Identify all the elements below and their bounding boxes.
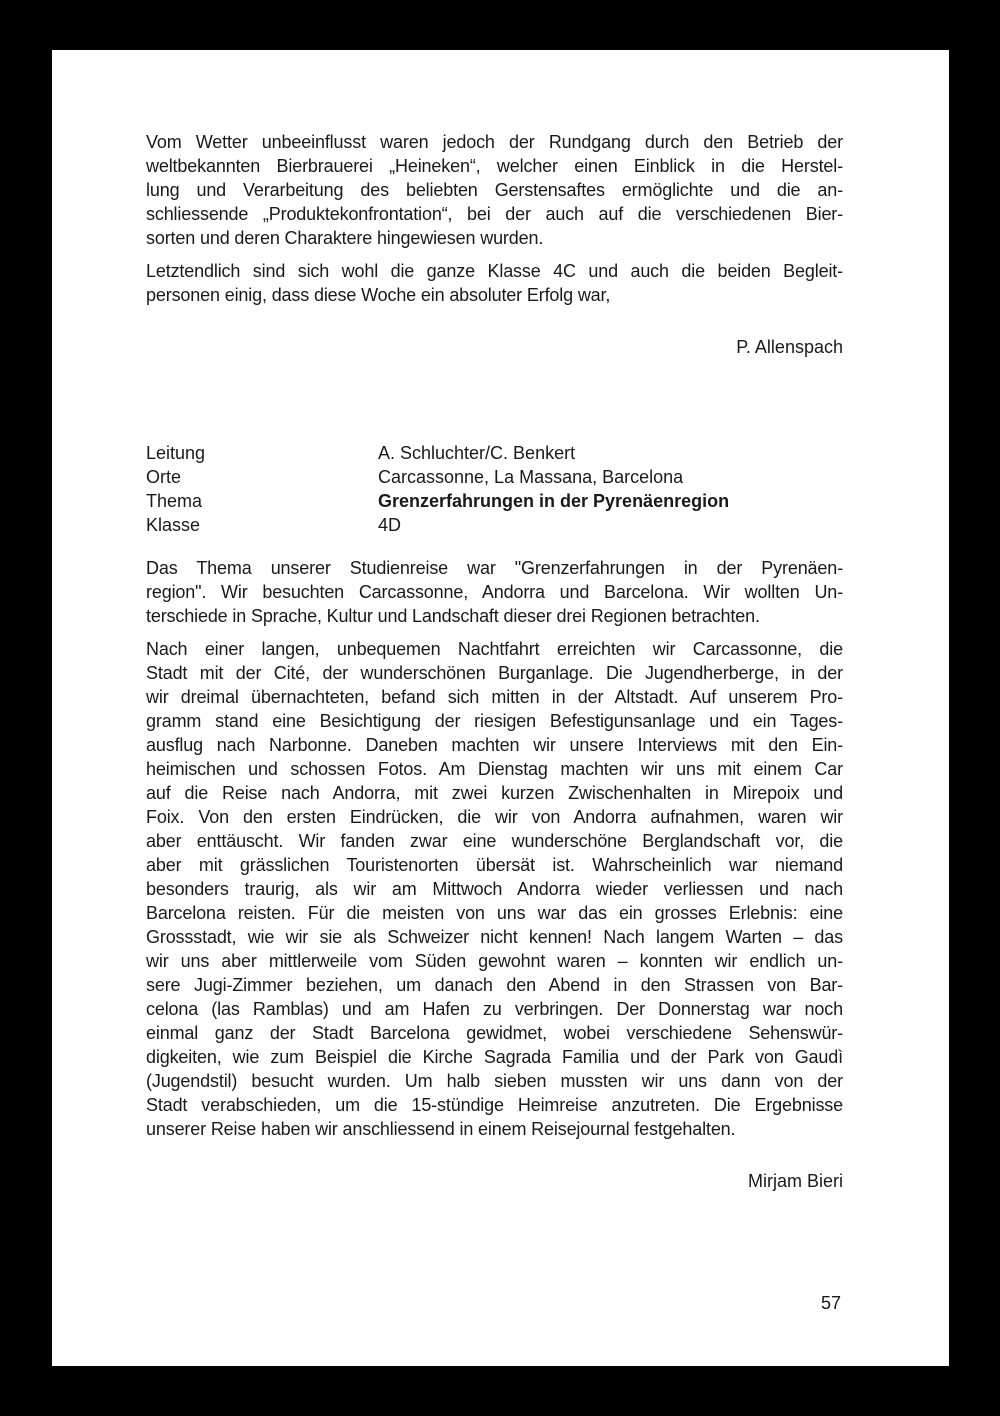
text-line: einmal ganz der Stadt Barcelona gewidmet, wobei verschiedene Sehenswür- [146, 1023, 843, 1043]
text-line: personen einig, dass diese Woche ein absoluter Erfolg war, [146, 285, 611, 305]
text-line: digkeiten, wie zum Beispiel die Kirche Sagrada Familia und der Park von Gaudì [146, 1047, 843, 1067]
text-line: heimischen und schossen Fotos. Am Dienstag machten wir uns mit einem Car [146, 759, 843, 779]
paragraph-conclusion [146, 259, 843, 307]
text-line: (Jugendstil) besucht wurden. Um halb sieben mussten wir uns dann von der [146, 1071, 843, 1091]
text-line: Foix. Von den ersten Eindrücken, die wir von Andorra aufnahmen, waren wir [146, 807, 843, 827]
paragraph-travel-report [146, 637, 843, 1141]
paragraph-spacer [146, 628, 843, 637]
page-content [146, 130, 843, 1193]
text-line: Stadt mit der Cité, der wunderschönen Burganlage. Die Jugendherberge, in der [146, 663, 843, 683]
text-line: sorten und deren Charaktere hingewiesen wurden. [146, 228, 544, 248]
text-line: Grossstadt, wie wir sie als Schweizer nicht kennen! Nach langem Warten – das [146, 927, 843, 947]
author-signature: P. Allenspach [736, 337, 843, 357]
text-line: Stadt verabschieden, um die 15-stündige Heimreise anzutreten. Die Ergebnisse [146, 1095, 843, 1115]
info-label: Klasse [146, 515, 201, 535]
text-line: region". Wir besuchten Carcassonne, Andorra und Barcelona. Wir wollten Un- [146, 582, 843, 602]
text-line: besonders traurig, als wir am Mittwoch Andorra wieder verliessen und nach [146, 879, 843, 899]
text-line: aber enttäuscht. Wir fanden zwar eine wunderschöne Berglandschaft vor, die [146, 831, 843, 851]
text-line: unserer Reise haben wir anschliessend in einem Reisejournal festgehalten. [146, 1119, 736, 1139]
paragraph-heineken [146, 130, 843, 250]
text-line: ausflug nach Narbonne. Daneben machten wir unsere Interviews mit den Ein- [146, 735, 843, 755]
section-spacer [146, 359, 843, 441]
text-line: terschiede in Sprache, Kultur und Landschaft dieser drei Regionen betrachten. [146, 606, 760, 626]
text-line: schliessende „Produktekonfrontation“, bei der auch auf die verschiedenen Bier- [146, 204, 843, 224]
text-line: auf die Reise nach Andorra, mit zwei kurzen Zwischenhalten in Mirepoix und [146, 783, 843, 803]
info-label: Orte [146, 467, 182, 487]
info-value-title: Grenzerfahrungen in der Pyrenäenregion [378, 491, 730, 511]
paragraph-spacer [146, 250, 843, 259]
document-page [52, 50, 949, 1366]
paragraph-theme [146, 556, 843, 628]
info-value: 4D [378, 515, 402, 535]
page-number: 57 [820, 1293, 841, 1313]
info-row-orte [146, 465, 843, 489]
info-value: A. Schluchter/C. Benkert [378, 443, 576, 463]
paragraph-spacer [146, 546, 843, 556]
info-value: Carcassonne, La Massana, Barcelona [378, 467, 684, 487]
text-line: Vom Wetter unbeeinflusst waren jedoch der Rundgang durch den Betrieb der [146, 132, 843, 152]
text-line: aber mit grässlichen Touristenorten übersät ist. Wahrscheinlich war niemand [146, 855, 843, 875]
text-line: wir uns aber mittlerweile vom Süden gewohnt waren – konnten wir endlich un- [146, 951, 843, 971]
info-label: Thema [146, 491, 203, 511]
text-line: weltbekannten Bierbrauerei „Heineken“, welcher einen Einblick in die Herstel- [146, 156, 843, 176]
text-line: gramm stand eine Besichtigung der riesigen Befestigunsanlage und ein Tages- [146, 711, 843, 731]
info-row-thema [146, 489, 843, 513]
trip-info-table [146, 441, 843, 537]
text-line: sere Jugi-Zimmer beziehen, um danach den Abend in den Strassen von Bar- [146, 975, 843, 995]
text-line: wir dreimal übernachteten, befand sich mitten in der Altstadt. Auf unserem Pro- [146, 687, 843, 707]
signature-spacer [146, 307, 843, 335]
signature-spacer [146, 1141, 843, 1169]
text-line: Das Thema unserer Studienreise war "Grenzerfahrungen in der Pyrenäen- [146, 558, 843, 578]
text-line: Barcelona reisten. Für die meisten von uns war das ein grosses Erlebnis: eine [146, 903, 843, 923]
report-section-4c [146, 130, 843, 359]
text-line: lung und Verarbeitung des beliebten Gerstensaftes ermöglichte und die an- [146, 180, 843, 200]
author-signature: Mirjam Bieri [747, 1171, 843, 1191]
text-line: Letztendlich sind sich wohl die ganze Klasse 4C und auch die beiden Begleit- [146, 261, 843, 281]
info-label: Leitung [146, 443, 206, 463]
info-row-klasse [146, 513, 843, 537]
info-row-leitung [146, 441, 843, 465]
paragraph-spacer [146, 537, 843, 546]
report-section-4d [146, 441, 843, 1193]
text-line: celona (las Ramblas) und am Hafen zu verbringen. Der Donnerstag war noch [146, 999, 843, 1019]
text-line: Nach einer langen, unbequemen Nachtfahrt erreichten wir Carcassonne, die [146, 639, 843, 659]
